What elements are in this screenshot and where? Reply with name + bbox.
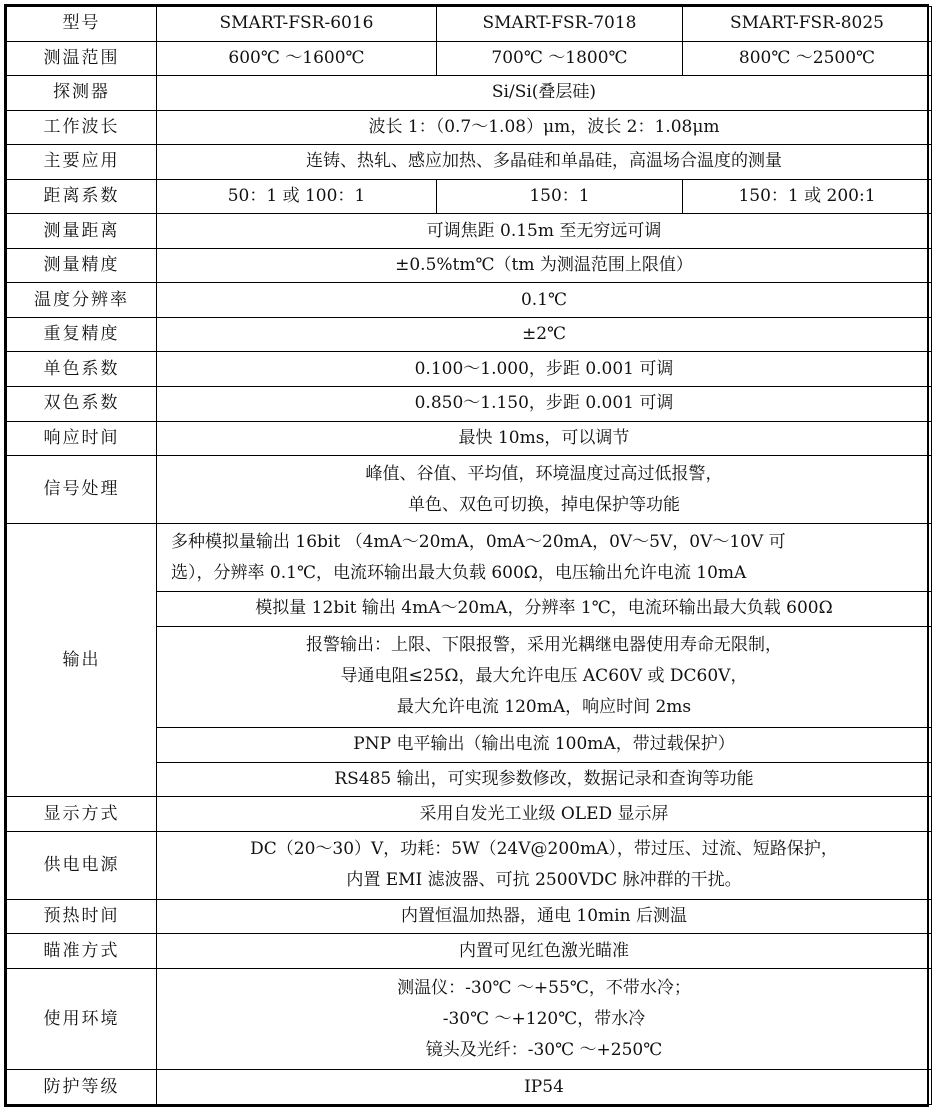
- distance-ratio-7018: 150：1: [437, 179, 683, 214]
- value-power: [157, 831, 932, 899]
- label-dual-coef: 双色系数: [7, 387, 157, 422]
- label-model: 型号: [7, 7, 157, 42]
- row-repeatability: [7, 317, 932, 352]
- distance-ratio-8025: 150：1 或 200:1: [683, 179, 932, 214]
- value-signal: [157, 456, 932, 524]
- value-mono-coef: 0.100～1.000，步距 0.001 可调: [157, 352, 932, 387]
- environment-line-1: 测温仪：-30℃ ～+55℃，不带水冷；: [397, 977, 691, 998]
- value-output-rs485: RS485 输出，可实现参数修改，数据记录和查询等功能: [157, 762, 932, 797]
- analog16-line-1: 多种模拟量输出 16bit （4mA～20mA，0mA～20mA，0V～5V，0V～10V 可: [171, 531, 786, 552]
- value-measure-distance: 可调焦距 0.15m 至无穷远可调: [157, 214, 932, 249]
- label-power: 供电电源: [7, 831, 157, 899]
- label-signal: 信号处理: [7, 456, 157, 524]
- label-repeatability: 重复精度: [7, 317, 157, 352]
- value-output-analog12: 模拟量 12bit 输出 4mA～20mA，分辨率 1℃，电流环输出最大负载 600Ω: [157, 592, 932, 627]
- analog16-line-2: 选），分辨率 0.1℃，电流环输出最大负载 600Ω，电压输出允许电流 10mA: [171, 562, 747, 583]
- row-display: [7, 797, 932, 832]
- spec-sheet: [4, 4, 929, 1107]
- signal-line-2: 单色、双色可切换，掉电保护等功能: [408, 494, 680, 515]
- label-output: 输出: [7, 524, 157, 797]
- label-response: 响应时间: [7, 421, 157, 456]
- value-output-alarm: [157, 626, 932, 727]
- value-protection: IP54: [157, 1070, 932, 1105]
- row-accuracy: [7, 248, 932, 283]
- model-7018: SMART-FSR-7018: [437, 7, 683, 42]
- value-output-pnp: PNP 电平输出（输出电流 100mA，带过载保护）: [157, 728, 932, 763]
- row-range: [7, 41, 932, 76]
- row-dual-coef: [7, 387, 932, 422]
- label-aiming: 瞄准方式: [7, 934, 157, 969]
- row-resolution: [7, 283, 932, 318]
- row-detector: [7, 76, 932, 111]
- signal-line-1: 峰值、谷值、平均值，环境温度过高过低报警，: [365, 463, 723, 484]
- value-response: 最快 10ms，可以调节: [157, 421, 932, 456]
- row-output-analog16: [7, 524, 932, 592]
- label-distance-ratio: 距离系数: [7, 179, 157, 214]
- row-distance-ratio: [7, 179, 932, 214]
- value-application: 连铸、热轧、感应加热、多晶硅和单晶硅，高温场合温度的测量: [157, 145, 932, 180]
- row-protection: [7, 1070, 932, 1105]
- row-response: [7, 421, 932, 456]
- label-display: 显示方式: [7, 797, 157, 832]
- value-display: 采用自发光工业级 OLED 显示屏: [157, 797, 932, 832]
- label-detector: 探测器: [7, 76, 157, 111]
- row-environment: [7, 968, 932, 1069]
- label-protection: 防护等级: [7, 1070, 157, 1105]
- power-line-1: DC（20～30）V，功耗：5W（24V@200mA），带过压、过流、短路保护，: [250, 839, 838, 860]
- value-resolution: 0.1℃: [157, 283, 932, 318]
- range-7018: 700℃ ～1800℃: [437, 41, 683, 76]
- label-preheat: 预热时间: [7, 899, 157, 934]
- row-wavelength: [7, 110, 932, 145]
- range-6016: 600℃ ～1600℃: [157, 41, 437, 76]
- row-preheat: [7, 899, 932, 934]
- value-output-analog16: [157, 524, 932, 592]
- alarm-line-1: 报警输出：上限、下限报警，采用光耦继电器使用寿命无限制，: [306, 635, 782, 656]
- label-application: 主要应用: [7, 145, 157, 180]
- environment-line-3: 镜头及光纤：-30℃ ～+250℃: [425, 1039, 663, 1060]
- alarm-line-2: 导通电阻≤25Ω，最大允许电压 AC60V 或 DC60V，: [340, 666, 748, 687]
- row-power: [7, 831, 932, 899]
- row-aiming: [7, 934, 932, 969]
- label-wavelength: 工作波长: [7, 110, 157, 145]
- label-accuracy: 测量精度: [7, 248, 157, 283]
- value-preheat: 内置恒温加热器，通电 10min 后测温: [157, 899, 932, 934]
- label-mono-coef: 单色系数: [7, 352, 157, 387]
- model-6016: SMART-FSR-6016: [157, 7, 437, 42]
- value-repeatability: ±2℃: [157, 317, 932, 352]
- label-range: 测温范围: [7, 41, 157, 76]
- value-wavelength: 波长 1：（0.7～1.08）μm，波长 2：1.08μm: [157, 110, 932, 145]
- value-dual-coef: 0.850～1.150，步距 0.001 可调: [157, 387, 932, 422]
- spec-table: [6, 6, 932, 1105]
- row-measure-distance: [7, 214, 932, 249]
- alarm-line-3: 最大允许电流 120mA，响应时间 2ms: [396, 697, 692, 718]
- power-line-2: 内置 EMI 滤波器、可抗 2500VDC 脉冲群的干扰。: [346, 870, 742, 891]
- value-environment: [157, 968, 932, 1069]
- row-mono-coef: [7, 352, 932, 387]
- label-resolution: 温度分辨率: [7, 283, 157, 318]
- distance-ratio-6016: 50：1 或 100：1: [157, 179, 437, 214]
- value-detector: Si/Si(叠层硅): [157, 76, 932, 111]
- model-8025: SMART-FSR-8025: [683, 7, 932, 42]
- range-8025: 800℃ ～2500℃: [683, 41, 932, 76]
- row-application: [7, 145, 932, 180]
- value-accuracy: ±0.5%tm℃（tm 为测温范围上限值）: [157, 248, 932, 283]
- label-environment: 使用环境: [7, 968, 157, 1069]
- row-signal: [7, 456, 932, 524]
- environment-line-2: -30℃ ～+120℃，带水冷: [442, 1008, 646, 1029]
- value-aiming: 内置可见红色激光瞄准: [157, 934, 932, 969]
- row-model: [7, 7, 932, 42]
- label-measure-distance: 测量距离: [7, 214, 157, 249]
